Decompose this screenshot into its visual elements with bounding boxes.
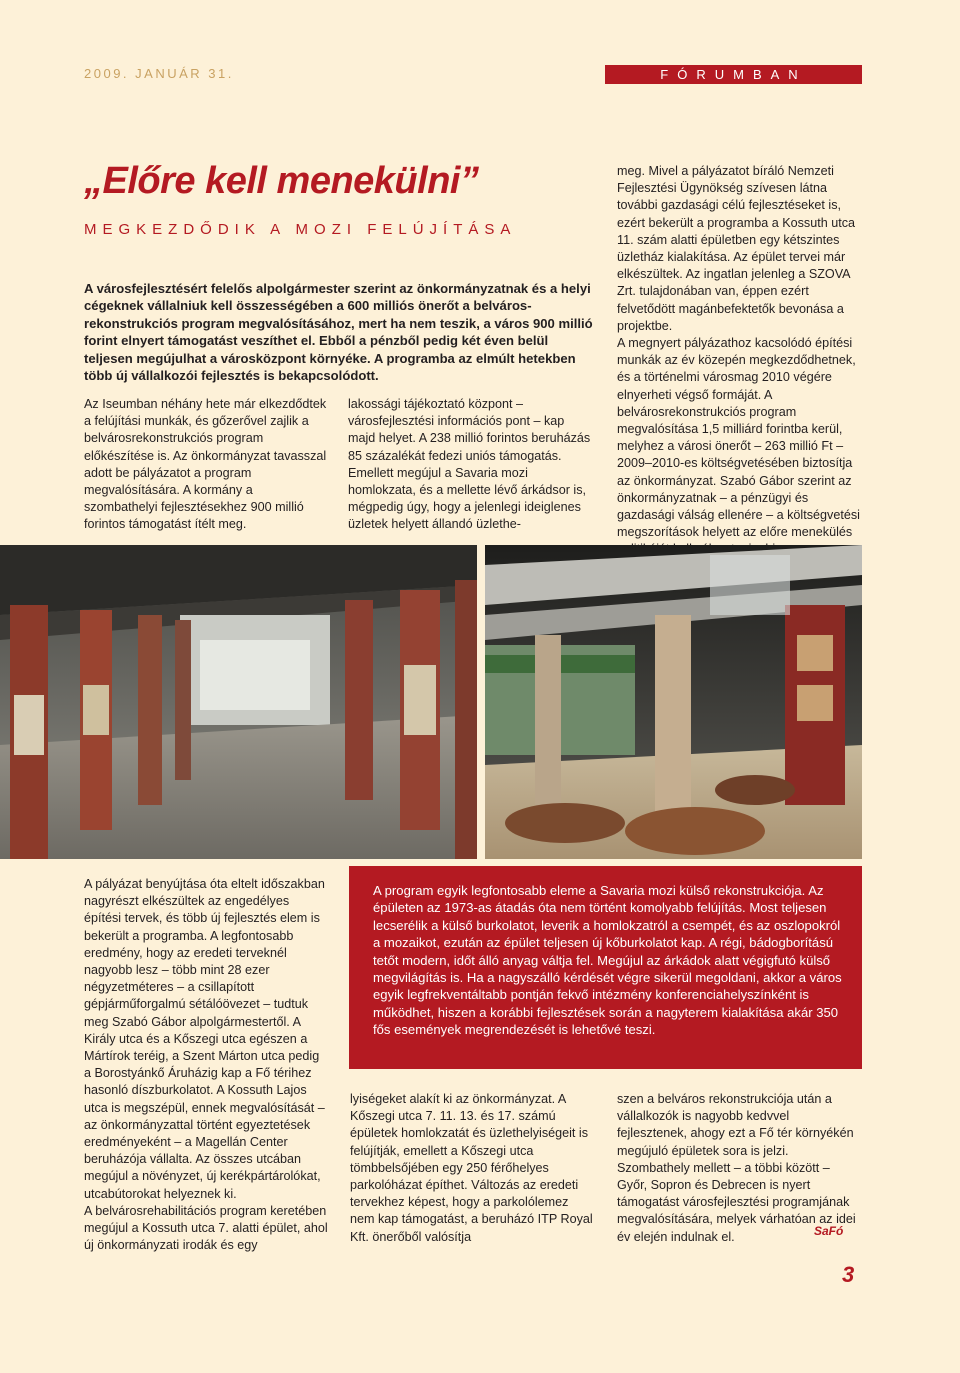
column-3-bottom <box>617 1091 862 1246</box>
callout-text: A program egyik legfontosabb eleme a Savaria mozi külső rekonstrukciója. Az épületen az 1973-as átadás óta nem történt komolyabb felújítás. Most teljesen lecserélik a külső burkolatot, leverik a homlokzatról a csempét, és az oszlopokról a mozaikot, ezután az épület teljesen új kőburkolatot kap. A régi, bádogborítású tetőt modern, időt álló anyag váltja fel. Megújul az árkádok alatt végigfutó külső megvilágítás is. Ha a nagyszálló kérdését végre sikerül megoldani, akkor a város egyik legfrekventáltabb pontján fekvő intézmény konferenciahelyszínként is működhet, hiszen a korábbi fejlesztések során a nagyterem kialakítása akár 350 fős események megrendezését is lehetővé teszi. <box>373 883 842 1038</box>
paragraph: lakossági tájékoztató központ – városfejlesztési információs pont – kap majd helyet. A 238 millió forintos beruházás 85 százalékát fedezi uniós támogatás. <box>348 397 591 463</box>
paragraph: Emellett megújul a Savaria mozi homlokzata, és a mellette lévő árkádsor is, mégpedig úgy, hogy a jelenlegi ideiglenes üzletek helyett állandó üzlethe- <box>348 465 586 532</box>
column-1-bottom <box>84 876 329 1254</box>
column-1-top <box>84 396 329 534</box>
column-2-top <box>348 396 593 534</box>
column-3-top <box>617 163 862 559</box>
article-title: „Előre kell menekülni” <box>84 160 479 202</box>
paragraph: szen a belváros rekonstrukciója után a vállalkozók is nagyobb kedvvel fejlesztenek, ahogy ezt a Fő tér környékén megújuló épületek sora is jelzi. Szombathely mellett – a többi között – Győr, Sopron és Debrecen is nyert támogatást városfejlesztési programjának megvalósítására, melyek várhatóan az idei év elején indulnak el. <box>617 1092 856 1244</box>
column-2-bottom <box>350 1091 595 1246</box>
paragraph: A belvárosrehabilitációs program keretében megújul a Kossuth utca 7. alatti épület, ahol új önkormányzati irodák és egy <box>84 1203 328 1253</box>
paragraph: A megnyert pályázathoz kacsolódó építési munkák az év közepén megkezdődhetnek, és a történelmi városmag 2010 végére elnyerheti végső formáját. A belvárosrekonstrukciós program megvalósítása 1,5 milliárd forintba kerül, melyhez a városi önerőt – 263 millió Ft – 2009–2010-es költségvetésében biztosítja az önkormányzat. Szabó Gábor szerint az önkormányzatnak – a pénzügyi és gazdasági válság ellenére – a költségvetési megszorítások helyett az előre menekülés <box>617 336 860 540</box>
issue-date: 2009. JANUÁR 31. <box>84 66 234 81</box>
article-lead: A városfejlesztésért felelős alpolgármester szerint az önkormányzatnak és a helyi cégeknek vállalniuk kell összességében a 600 milliós önerőt a belváros-rekonstrukciós program megvalósításához, mert ha nem teszik, a város 900 millió forint elnyert támogatást veszíthet el. Ebből a pénzből pedig két éven belül teljesen megújulhat a városközpont környéke. A programba az elmúlt hetekben több új vállalkozói fejlesztés is bekapcsolódott. <box>84 281 593 384</box>
author-byline: SaFó <box>814 1224 844 1238</box>
paragraph: meg. Mivel a pályázatot bíráló Nemzeti Fejlesztési Ügynökség szívesen látna további gazdasági célú fejlesztéseket is, ezért bekerült a programba a Kossuth utca 11. szám alatti épületben egy kétszintes üzletház kialakítása. Az épület tervei már elkészültek. Az ingatlan jelenleg a SZOVA Zrt. tulajdonában van, éppen ezért felvetődött magánbefektetők bevonása a projektbe. <box>617 164 856 333</box>
arcade-current-photo <box>0 545 477 859</box>
section-label: FÓRUMBAN <box>660 67 807 82</box>
paragraph: Az Iseumban néhány hete már elkezdődtek a felújítási munkák, és gőzerővel zajlik a belvárosrekonstrukciós program előkészítése is. Az önkormányzat tavasszal adott be pályázatot a program megvalósítására. A kormány a szombathelyi fejlesztésekhez 900 millió forintos támogatást ítélt meg. <box>84 397 327 532</box>
paragraph: A pályázat benyújtása óta eltelt időszakban nagyrészt elkészültek az engedélyes építési tervek, és több új fejlesztés elem is bekerült a programba. A legfontosabb eredmény, hogy az eredeti terveknél nagyobb lesz – több mint 28 ezer négyzetméteres – a csillapított gépjárműforgalmú sétálóövezet – tudtuk meg Szabó Gábor alpolgármestertől. A Király utca és a Kőszegi utca egészen a Mártírok teréig, a Szent Márton utca pedig a Borostyánkő Áruházig kap a Fő térihez hasonló díszburkolatot. A Kossuth Lajos utca is megszépül, ennek megvalósítását – az önkormányzattal történt egyeztetések eredményeként – a Magellán Center beruházója vállalta. Az összes utcában megújul a növényzet, új kerékpártárolókat, utcabútorokat helyeznek ki. <box>84 877 325 1201</box>
paragraph: lyiségeket alakít ki az önkormányzat. A Kőszegi utca 7. 11. 13. és 17. számú épületek homlokzatát és üzlethelyiségeit is felújítják, emellett a Kőszegi utca tömbbelsőjében egy 250 férőhelyes parkolóházat építhet. Változás az eredeti tervekhez képest, hogy a parkolólemez nem kap támogatást, a beruházó ITP Royal Kft. önerőből valósítja <box>350 1092 593 1244</box>
article-subtitle: MEGKEZDŐDIK A MOZI FELÚJÍTÁSA <box>84 221 517 238</box>
page-number: 3 <box>842 1262 855 1287</box>
arcade-rendering-photo <box>485 545 862 859</box>
